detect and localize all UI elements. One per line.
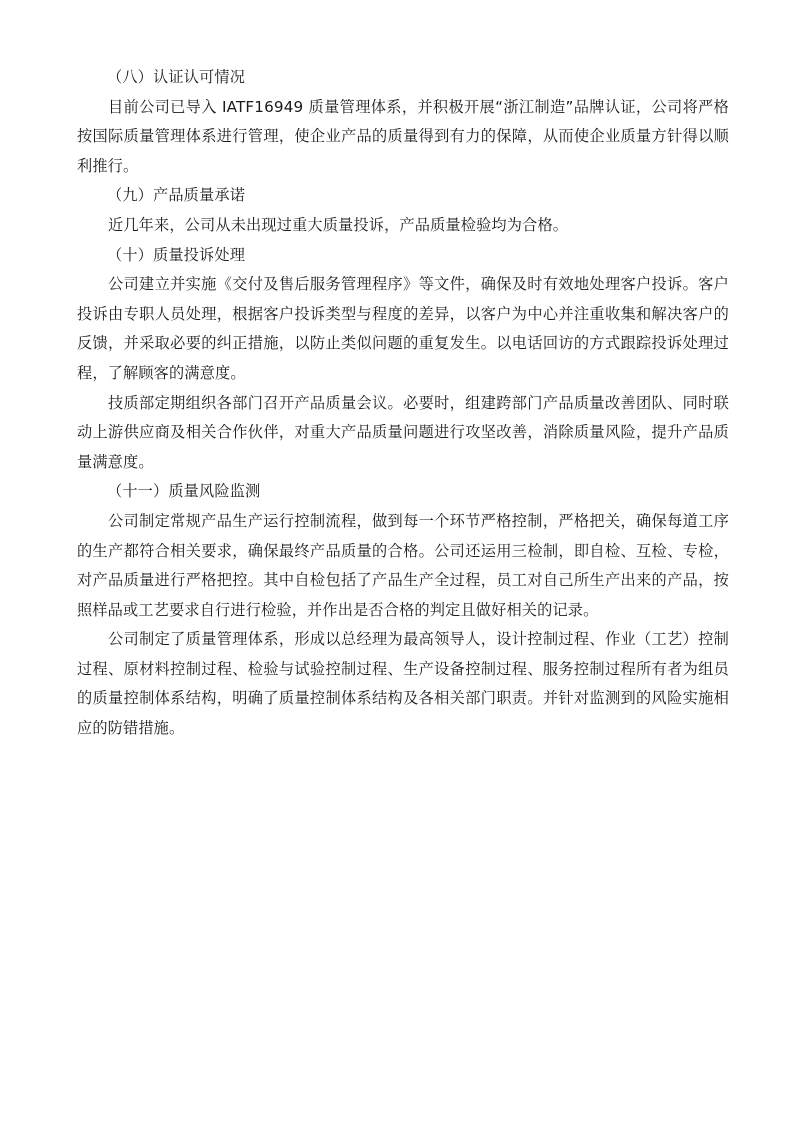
paragraph-complaint-handling-1: 公司建立并实施《交付及售后服务管理程序》等文件，确保及时有效地处理客户投诉。客户投诉由专职人员处理，根据客户投诉类型与程度的差异，以客户为中心并注重收集和解决客户的反馈，并采取必要的纠正措施，以防止类似问题的重复发生。以电话回访的方式跟踪投诉处理过程，了解顾客的满意度。 [77,275,729,382]
section-heading-certification: （八）认证认可情况 [107,68,246,86]
paragraph-certification: 目前公司已导入 IATF16949 质量管理体系，并积极开展“浙江制造”品牌认证，公司将严格按国际质量管理体系进行管理，使企业产品的质量得到有力的保障，从而使企业质量方针得以顺利推行。 [77,97,729,175]
paragraph-risk-monitoring-1: 公司制定常规产品生产运行控制流程，做到每一个环节严格控制，严格把关，确保每道工序的生产都符合相关要求，确保最终产品质量的合格。公司还运用三检制，即自检、互检、专检，对产品质量进行严格把控。其中自检包括了产品生产全过程，员工对自己所生产出来的产品，按照样品或工艺要求自行进行检验，并作出是否合格的判定且做好相关的记录。 [77,511,729,619]
section-heading-risk-monitoring: （十一）质量风险监测 [107,482,261,501]
paragraph-quality-commitment: 近几年来，公司从未出现过重大质量投诉，产品质量检验均为合格。 [108,215,569,234]
section-heading-quality-commitment: （九）产品质量承诺 [107,186,246,205]
paragraph-risk-monitoring-2: 公司制定了质量管理体系，形成以总经理为最高领导人，设计控制过程、作业（工艺）控制过程、原材料控制过程、检验与试验控制过程、生产设备控制过程、服务控制过程所有者为组员的质量控制体系结构，明确了质量控制体系结构及各相关部门职责。并针对监测到的风险实施相应的防错措施。 [77,630,729,738]
section-heading-complaint-handling: （十）质量投诉处理 [107,245,246,264]
document-body [77,63,729,744]
paragraph-complaint-handling-2: 技质部定期组织各部门召开产品质量会议。必要时，组建跨部门产品质量改善团队、同时联动上游供应商及相关合作伙伴，对重大产品质量问题进行攻坚改善，消除质量风险，提升产品质量满意度。 [77,393,729,471]
